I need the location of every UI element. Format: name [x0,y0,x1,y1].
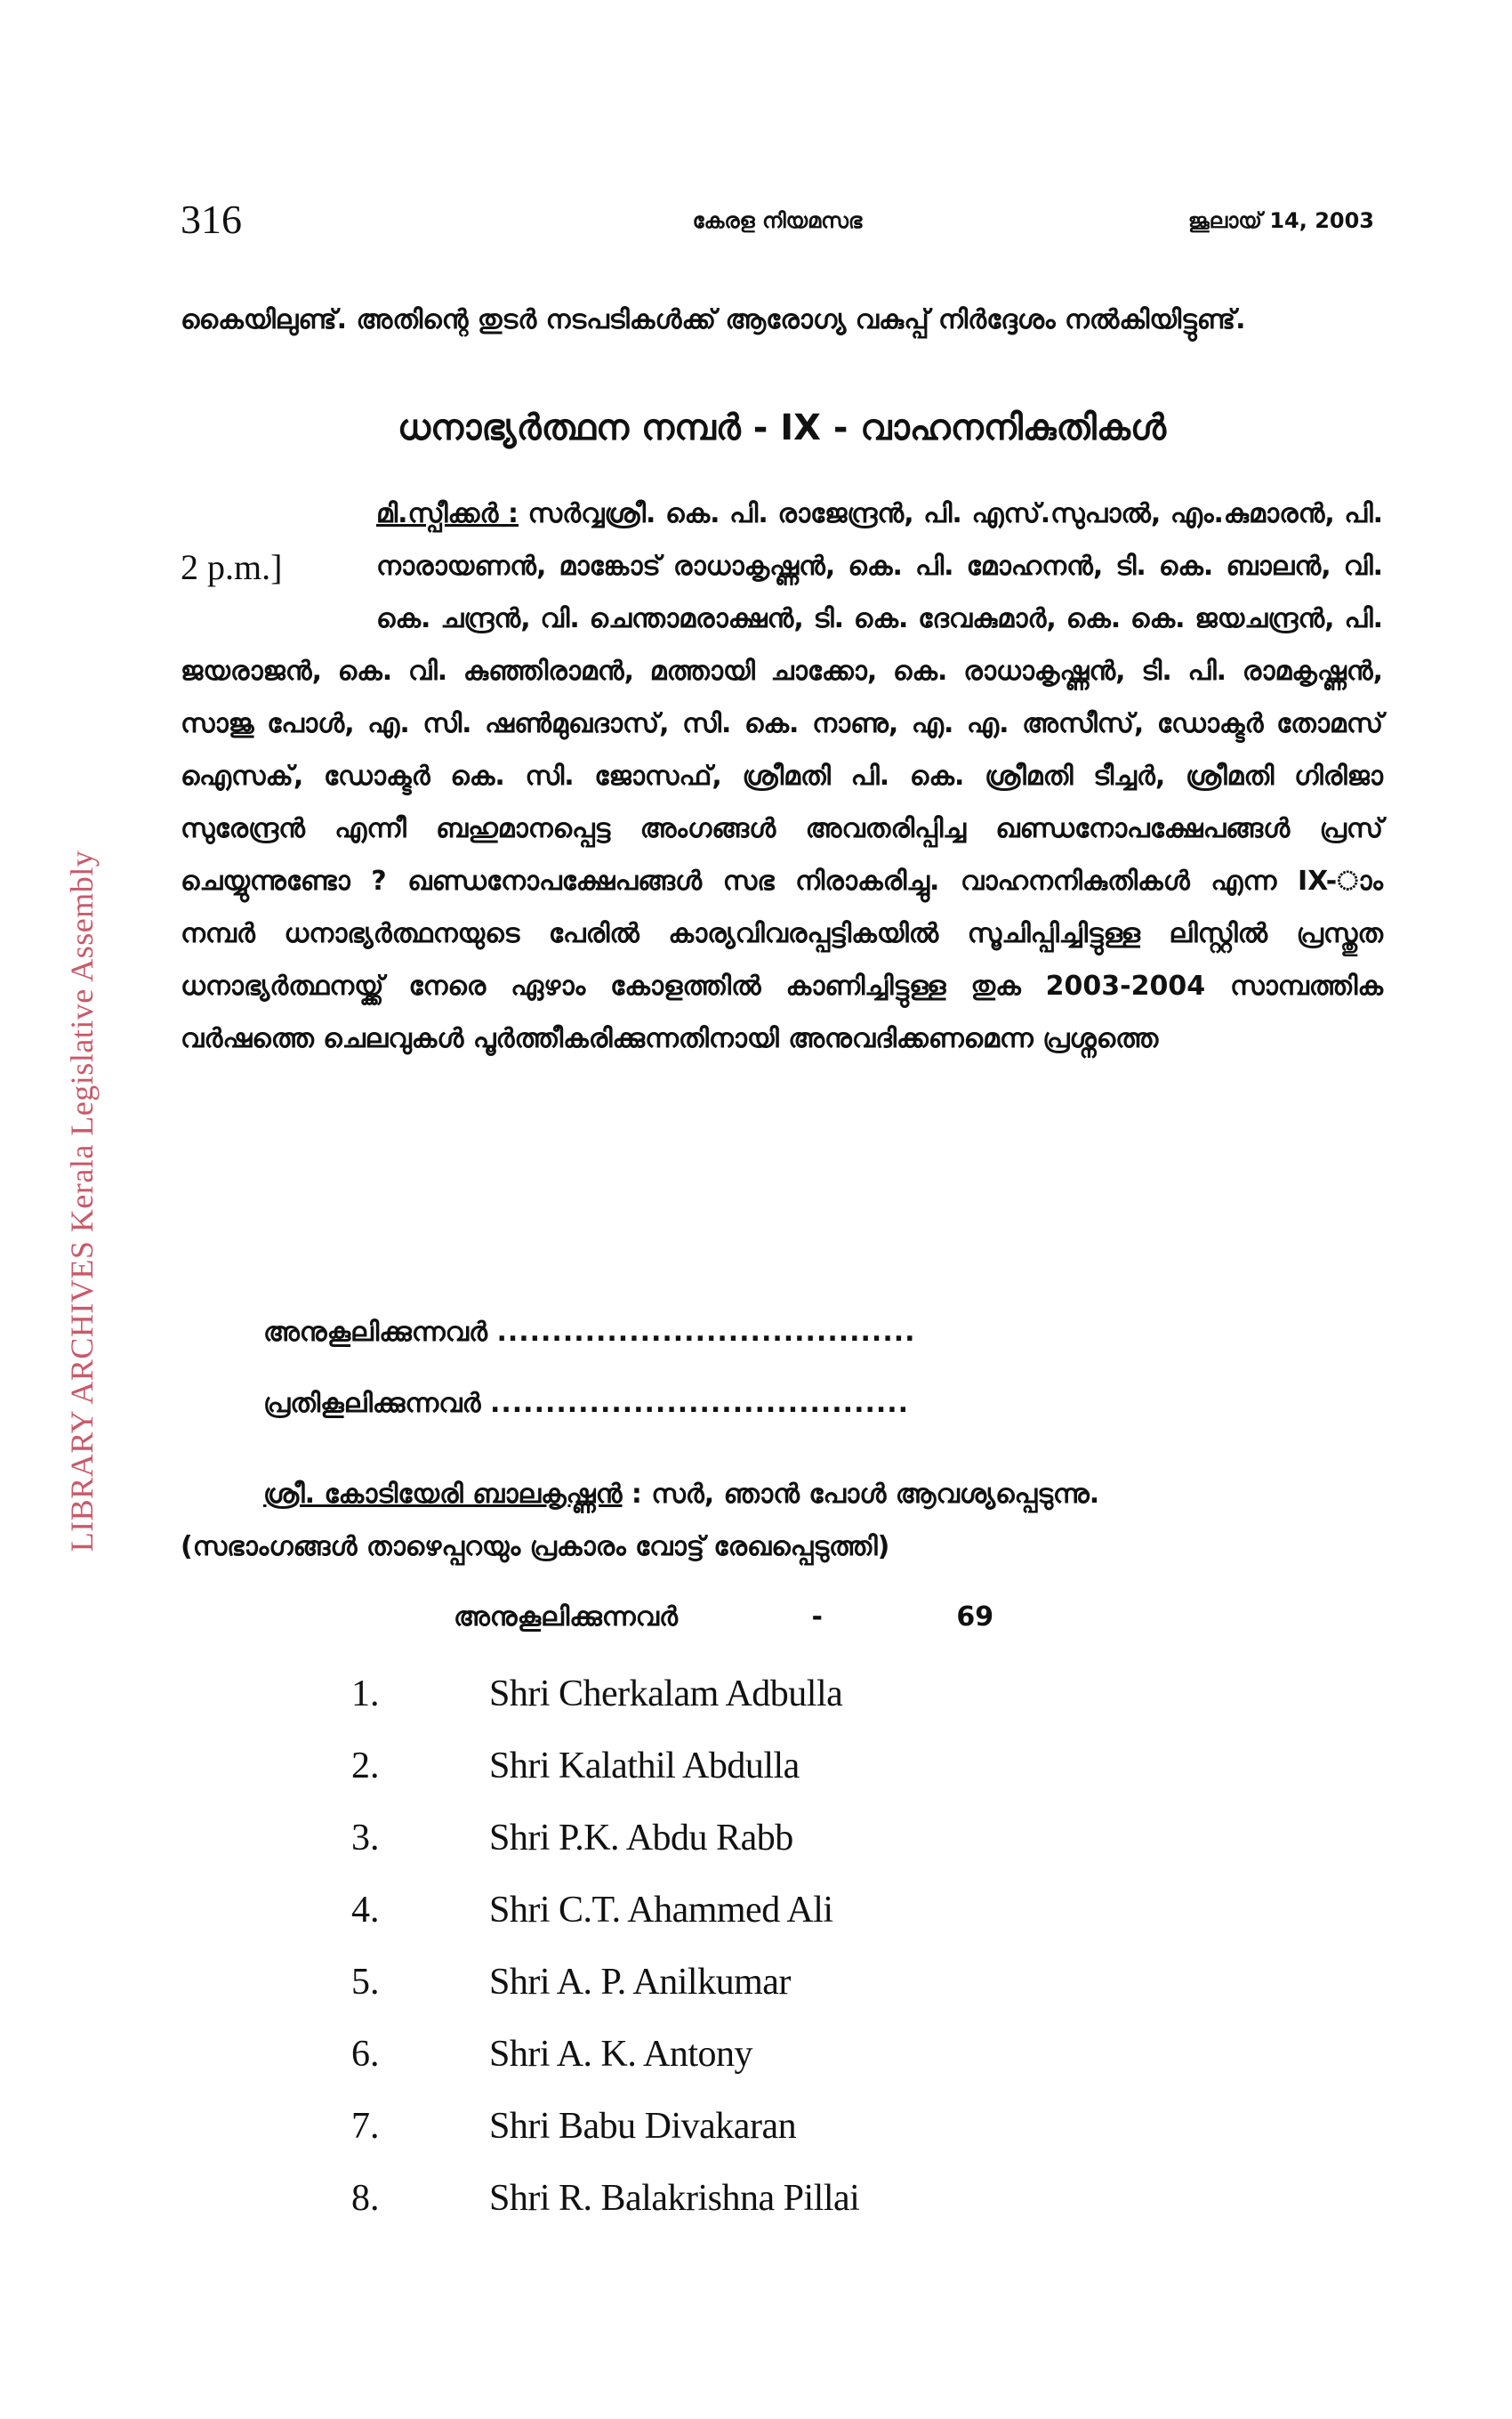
member-number: 3. [351,1818,380,1859]
member-name: Shri Cherkalam Adbulla [489,1673,843,1714]
member-name: Shri Babu Divakaran [489,2106,797,2147]
page-header [181,196,1374,249]
vote-result [454,1601,993,1633]
section-heading: ധനാഭ്യർത്ഥന നമ്പർ - IX - വാഹനനികുതികൾ [397,407,1167,448]
intro-paragraph: കൈയിലുണ്ട്. അതിന്റെ തുടർ നടപടികൾക്ക് ആരോഗ്യ വകുപ്പ് നിർദ്ദേശം നൽകിയിട്ടുണ്ട്. [181,304,1246,335]
header-date: ജൂലായ് 14, 2003 [1187,208,1374,233]
speaker-text: സർവ്വശ്രീ. കെ. പി. രാജേന്ദ്രൻ, പി. എസ്.സുപാൽ, എം.കുമാരൻ, പി. നാരായണൻ, മാങ്കോട് രാധാകൃഷ്ണൻ, കെ. പി. മോഹനൻ, ടി. കെ. ബാലൻ, വി. കെ. ചന്ദ്രൻ, വി. ചെന്താമരാക്ഷൻ, ടി. കെ. ദേവകുമാർ, കെ. കെ. ജയചന്ദ്രൻ, പി. ജയരാജൻ, കെ. വി. കുഞ്ഞിരാമൻ, മത്തായി ചാക്കോ, കെ. രാധാകൃഷ്ണൻ, ടി. പി. രാമകൃഷ്ണൻ, സാജു പോൾ, എ. സി. ഷൺമുഖദാസ്, സി. കെ. നാണു, എ. എ. അസീസ്, ഡോക്ടർ തോമസ് ഐസക്, ഡോക്ടർ കെ. സി. ജോസഫ്, ശ്രീമതി പി. കെ. ശ്രീമതി ടീച്ചർ, ശ്രീമതി ഗിരിജാ സുരേന്ദ്രൻ എന്നീ ബഹുമാനപ്പെട്ട അംഗങ്ങൾ അവതരിപ്പിച്ച ഖണ്ഡനോപക്ഷേപങ്ങൾ പ്രസ് ചെയ്യുന്നുണ്ടോ ? ഖണ്ഡനോപക്ഷേപങ്ങൾ സഭ നിരാകരിച്ചു. വാഹനനികുതികൾ എന്ന IX-ാം നമ്പർ ധനാഭ്യർത്ഥനയുടെ പേരിൽ കാര്യവിവരപ്പട്ടികയിൽ സൂചിപ്പിച്ചിട്ടുള്ള ലിസ്റ്റിൽ പ്രസ്തുത ധനാഭ്യർത്ഥനയ്ക്ക് നേരെ ഏഴാം കോളത്തിൽ കാണിച്ചിട്ടുള്ള തുക 2003-2004 സാമ്പത്തിക വർഷത്തെ ചെലവുകൾ പൂർത്തീകരിക്കുന്നതിനായി അനുവദിക്കണമെന്ന പ്രശ്നത്തെ [181,498,1383,1054]
member-number: 1. [351,1673,380,1714]
member-number: 8. [351,2178,380,2219]
result-label: അനുകൂലിക്കുന്നവർ [454,1601,678,1633]
member-name: Shri R. Balakrishna Pillai [489,2178,860,2219]
result-count: 69 [956,1601,994,1633]
archive-watermark: LIBRARY ARCHIVES Kerala Legislative Assembly [64,850,100,1552]
member-number: 4. [351,1890,380,1931]
ayes-prompt [263,1317,916,1348]
division-speaker: ശ്രീ. കോടിയേരി ബാലകൃഷ്ണൻ [263,1479,623,1510]
division-text: : സർ, ഞാൻ പോൾ ആവശ്യപ്പെടുന്നു. [622,1479,1100,1510]
member-number: 6. [351,2034,380,2075]
page-number: 316 [181,197,242,242]
noes-prompt [263,1388,909,1419]
member-name: Shri A. P. Anilkumar [489,1962,791,2003]
member-number: 5. [351,1962,380,2003]
ayes-label: അനുകൂലിക്കുന്നവർ [263,1317,487,1348]
member-number: 7. [351,2106,380,2147]
division-request [181,1468,1383,1573]
noes-label: പ്രതികൂലിക്കുന്നവർ [263,1388,481,1419]
division-note: (സഭാംഗങ്ങൾ താഴെപ്പറയും പ്രകാരം വോട്ട് രേഖപ്പെടുത്തി) [181,1531,890,1562]
member-number: 2. [351,1746,380,1786]
member-name: Shri Kalathil Abdulla [489,1746,800,1786]
member-name: Shri P.K. Abdu Rabb [489,1818,793,1859]
result-separator: - [811,1601,823,1633]
member-name: Shri C.T. Ahammed Ali [489,1890,833,1931]
time-note: 2 p.m.] [181,547,283,587]
ayes-dots: ...................................... [496,1317,916,1348]
noes-dots: ...................................... [489,1388,910,1419]
member-name: Shri A. K. Antony [489,2034,753,2075]
running-title: കേരള നിയമസഭ [692,208,863,233]
speaker-paragraph [181,488,1383,1065]
speaker-label: മി.സ്പീക്കർ : [376,498,519,529]
